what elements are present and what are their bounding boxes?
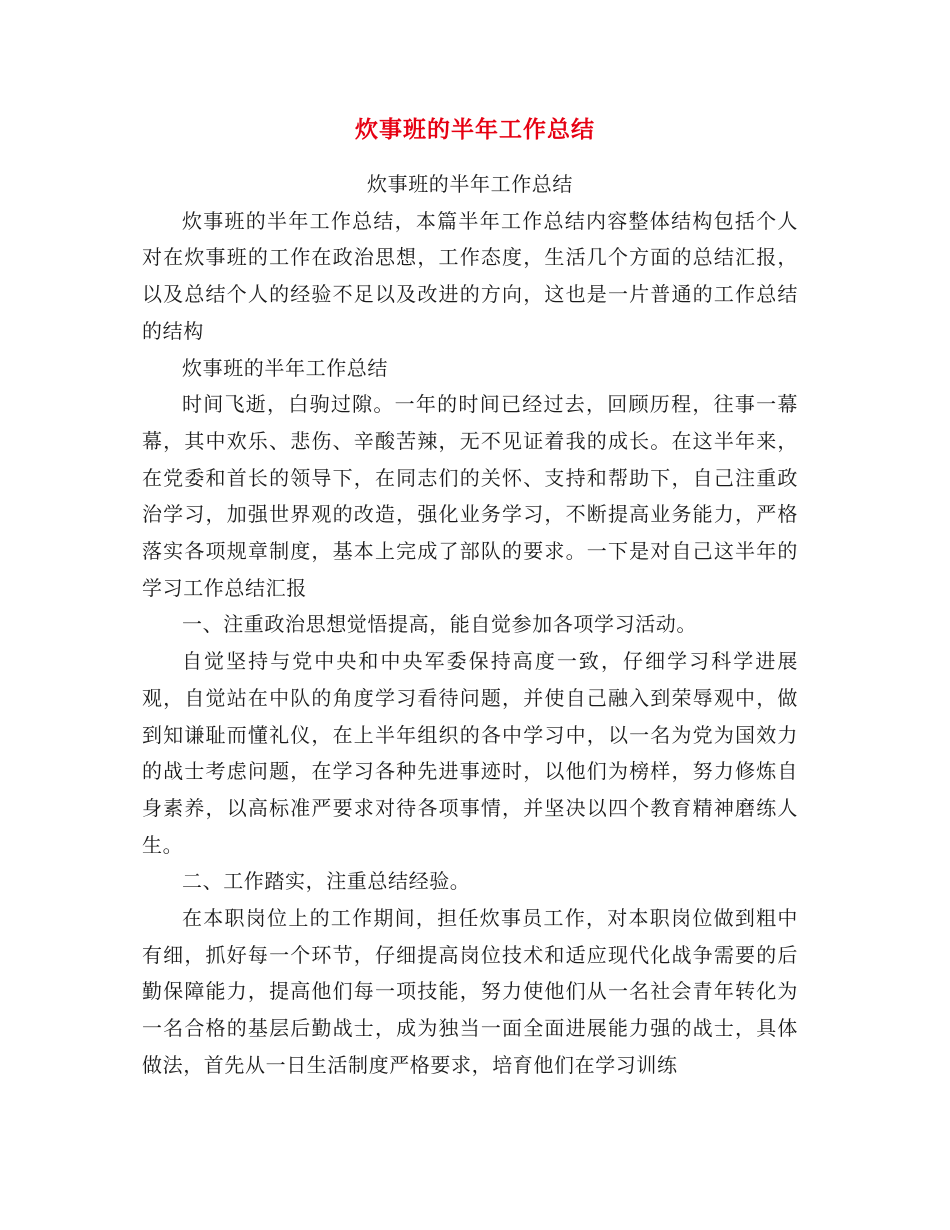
- paragraph-heading: 炊事班的半年工作总结: [182, 355, 388, 380]
- section-heading-politics: 一、注重政治思想觉悟提高，能自觉参加各项学习活动。: [182, 612, 697, 637]
- paragraph-overview: 时间飞逝，白驹过隙。一年的时间已经过去，回顾历程，往事一幕幕，其中欢乐、悲伤、辛酸苦辣，无不见证着我的成长。在这半年来，在党委和首长的领导下，在同志们的关怀、支持和帮助下，自己注重政治学习，加强世界观的改造，强化业务学习，不断提高业务能力，严格落实各项规章制度，基本上完成了部队的要求。一下是对自己这半年的学习工作总结汇报: [142, 392, 798, 600]
- paragraph-politics: 自觉坚持与党中央和中央军委保持高度一致，仔细学习科学进展观，自觉站在中队的角度学习看待问题，并使自己融入到荣辱观中，做到知谦耻而懂礼仪，在上半年组织的各中学习中，以一名为党为国效力的战士考虑问题，在学习各种先进事迹时，以他们为榜样，努力修炼自身素养，以高标准严要求对待各项事情，并坚决以四个教育精神磨练人生。: [142, 649, 798, 857]
- paragraph-intro: 炊事班的半年工作总结，本篇半年工作总结内容整体结构包括个人对在炊事班的工作在政治思想，工作态度，生活几个方面的总结汇报，以及总结个人的经验不足以及改进的方向，这也是一片普通的工作总结的结构: [142, 208, 798, 343]
- document-subtitle: 炊事班的半年工作总结: [367, 172, 573, 196]
- paragraph-work: 在本职岗位上的工作期间，担任炊事员工作，对本职岗位做到粗中有细，抓好每一个环节，仔细提高岗位技术和适应现代化战争需要的后勤保障能力，提高他们每一项技能，努力使他们从一名社会青年转化为一名合格的基层后勤战士，成为独当一面全面进展能力强的战士，具体做法，首先从一日生活制度严格要求，培育他们在学习训练: [142, 906, 798, 1077]
- document-body: [142, 166, 798, 1084]
- section-heading-work: 二、工作踏实，注重总结经验。: [182, 869, 471, 894]
- document-title: 炊事班的半年工作总结: [355, 117, 595, 143]
